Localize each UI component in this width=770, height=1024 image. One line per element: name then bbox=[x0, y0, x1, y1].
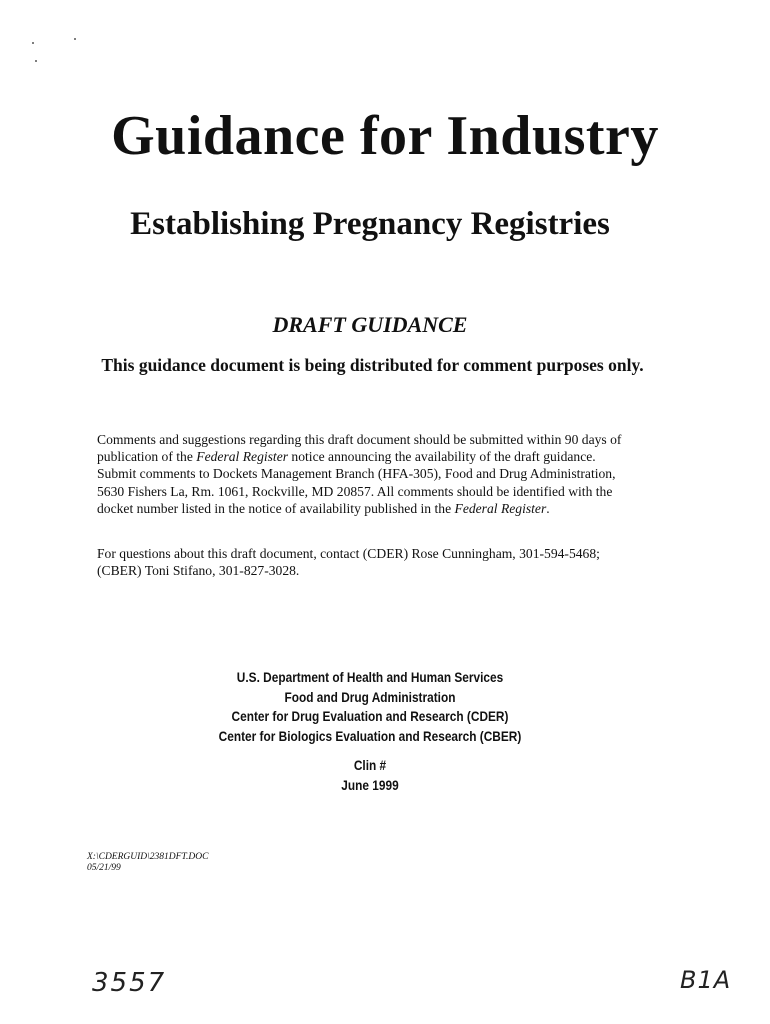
comments-line: 5630 Fishers La, Rm. 1061, Rockville, MD 20857. All comments should be identified with the bbox=[97, 483, 613, 499]
agency-cber: Center for Biologics Evaluation and Research (CBER) bbox=[218, 728, 522, 744]
questions-line: For questions about this draft document, contact (CDER) Rose Cunningham, 301-594-5468; bbox=[97, 546, 600, 561]
federal-register-ref: Federal Register bbox=[196, 449, 289, 465]
comments-line: Comments and suggestions regarding this draft document should be submitted within 90 days of bbox=[97, 432, 622, 447]
questions-line: (CBER) Toni Stifano, 301-827-3028. bbox=[97, 563, 300, 579]
comments-line: docket number listed in the notice of availability published in the Federal Register. bbox=[97, 500, 550, 516]
file-date: 05/21/99 bbox=[87, 863, 121, 873]
questions-paragraph bbox=[97, 545, 657, 579]
federal-register-ref: Federal Register bbox=[454, 500, 547, 516]
spacer bbox=[52, 746, 688, 756]
clin-number: Clin # bbox=[353, 758, 387, 773]
comments-paragraph bbox=[97, 431, 657, 517]
file-reference bbox=[87, 852, 208, 874]
distribution-notice: This guidance document is being distributed for comment purposes only. bbox=[101, 355, 644, 375]
draft-guidance-label: DRAFT GUIDANCE bbox=[272, 312, 468, 337]
handwritten-number: 3557 bbox=[92, 968, 167, 998]
document-subtitle: Establishing Pregnancy Registries bbox=[130, 206, 610, 242]
publication-date: June 1999 bbox=[341, 777, 399, 793]
document-title: Guidance for Industry bbox=[111, 105, 659, 167]
comments-line: publication of the Federal Register notice announcing the availability of the draft guidance. bbox=[97, 449, 596, 465]
file-path: X:\CDERGUID\2381DFT.DOC bbox=[87, 852, 209, 862]
handwritten-code: B1A bbox=[680, 966, 732, 994]
agency-department: U.S. Department of Health and Human Services bbox=[236, 670, 504, 685]
agency-block bbox=[52, 668, 688, 795]
agency-fda: Food and Drug Administration bbox=[284, 689, 456, 705]
agency-cder: Center for Drug Evaluation and Research (CDER) bbox=[231, 709, 509, 724]
comments-line: Submit comments to Dockets Management Branch (HFA-305), Food and Drug Administration, bbox=[97, 466, 616, 482]
